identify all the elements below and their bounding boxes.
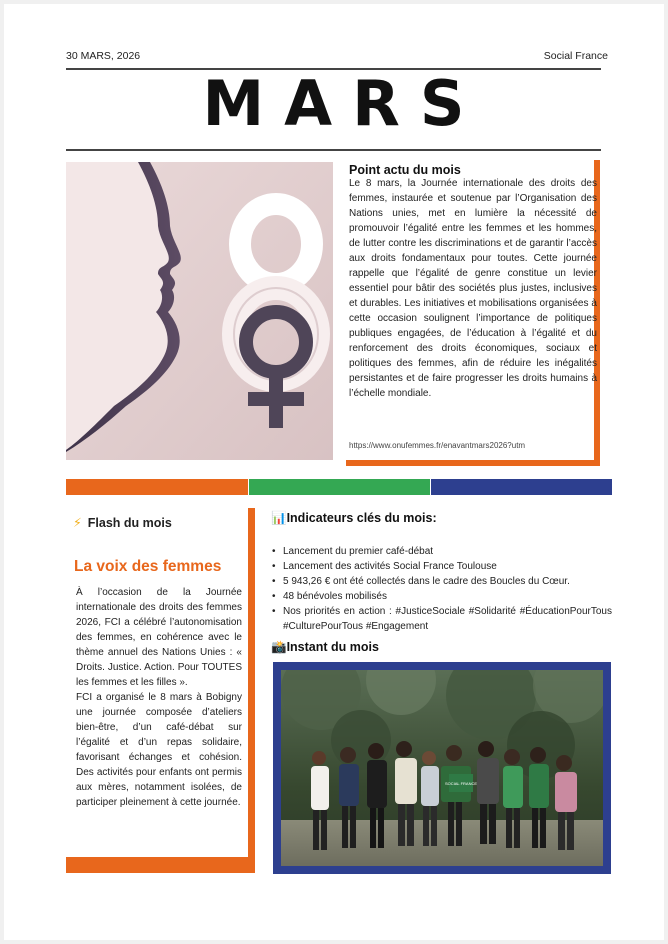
women-day-illustration-icon <box>66 162 333 460</box>
divider-bar-navy <box>431 479 612 495</box>
actu-title: Point actu du mois <box>349 163 461 177</box>
instant-title: Instant du mois <box>286 640 379 654</box>
list-item: • 48 bénévoles mobilisés <box>272 589 612 604</box>
instant-heading <box>271 640 379 655</box>
camera-flash-icon: 📸 <box>271 640 287 654</box>
list-item: • Lancement des activités Social France Toulouse <box>272 559 612 574</box>
publisher-name: Social France <box>543 50 608 62</box>
list-item: • 5 943,26 € ont été collectés dans le cadre des Boucles du Cœur. <box>272 574 612 589</box>
actu-source-link[interactable]: https://www.onufemmes.fr/enavantmars2026?utm <box>349 441 526 450</box>
indicators-title: Indicateurs clés du mois: <box>286 511 437 525</box>
banner-text: SOCIAL FRANCE <box>444 781 478 786</box>
flash-paragraph-1: À l’occasion de la Journée internationale des droits des femmes 2026, FCI a célébré l’autonomisation des femmes, en cohérence avec le thème annuel des Nations Unies : « Droits. Justice. Action. Pour TOUTES les femmes et les filles ». <box>76 587 242 688</box>
flash-title: Flash du mois <box>87 516 172 530</box>
indicators-list <box>272 544 612 634</box>
group-photo-park-icon <box>281 670 603 866</box>
flash-subtitle: La voix des femmes <box>74 558 222 575</box>
divider-bar-green <box>249 479 430 495</box>
masthead-title: MARS <box>202 67 485 140</box>
list-item: • Nos priorités en action : #JusticeSociale #Solidarité #ÉducationPourTous #CulturePourTous #Engagement <box>272 604 612 634</box>
hero-illustration <box>66 162 333 460</box>
lightning-icon: ⚡ <box>73 516 82 530</box>
issue-date: 30 MARS, 2026 <box>66 50 141 62</box>
flash-paragraph-2: FCI a organisé le 8 mars à Bobigny une journée composée d’ateliers bien-être, d’un café-débat sur l’égalité et d’un repas solidaire, favorisant échanges et cohésion. Des activités pour enfants ont permis aux mères, notamment isolées, de participer pleinement à cette journée. <box>76 692 242 808</box>
divider-bar-orange <box>66 479 248 495</box>
bar-chart-icon: 📊 <box>271 511 287 525</box>
masthead-rule <box>66 149 601 151</box>
indicators-heading <box>271 511 437 526</box>
flash-heading <box>73 515 172 530</box>
banner-flag <box>445 774 477 792</box>
group-photo <box>281 670 603 866</box>
flash-body <box>76 585 242 810</box>
list-item: • Lancement du premier café-débat <box>272 544 612 559</box>
actu-body: Le 8 mars, la Journée internationale des droits des femmes, instaurée et soutenue par l’Organisation des Nations unies, met en lumière la nécessité de promouvoir l’égalité entre les femmes et les hommes, de lutter contre les discriminations et de garantir l’accès aux droits fondamentaux pour toutes. Cette journée rappelle que l’égalité de genre constitue un levier essentiel pour bâtir des sociétés plus justes, inclusives et durables. Les initiatives et mobilisations organisées à cette occasion soulignent l’importance de politiques publiques engagées, de l’éducation à l’égalité et du renforcement des droits économiques, sociaux et politiques des femmes, afin de réduire les inégalités persistantes et de faire progresser les droits humains à l’échelle mondiale. <box>349 178 597 399</box>
